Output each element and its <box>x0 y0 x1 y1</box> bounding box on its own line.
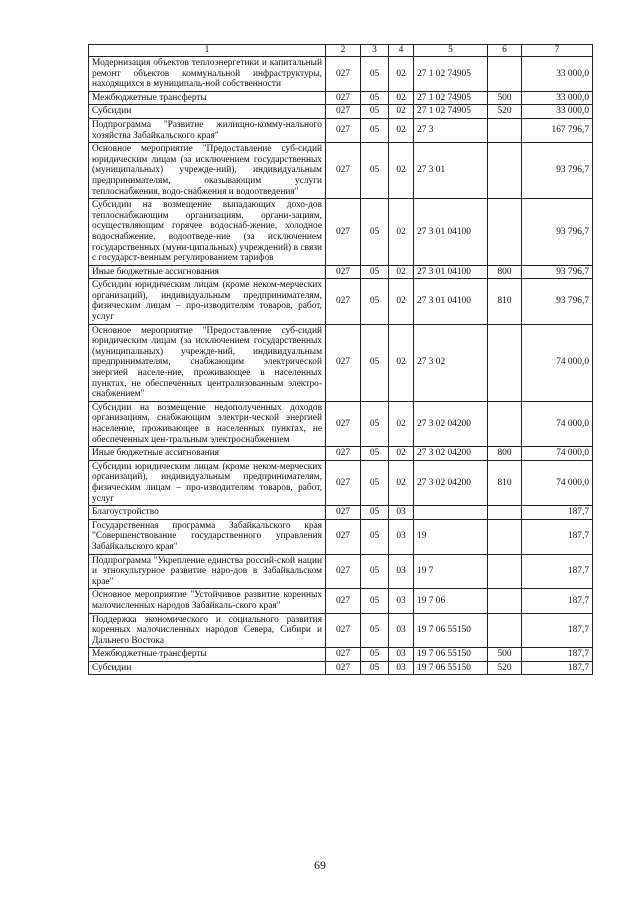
table-row <box>89 401 593 446</box>
row-subsection: 02 <box>389 118 414 142</box>
budget-table <box>88 44 593 675</box>
row-expense-type <box>488 589 522 613</box>
table-row <box>89 661 593 675</box>
row-target-article: 27 3 02 04200 <box>414 401 488 446</box>
table-row <box>89 589 593 613</box>
row-target-article: 19 7 06 <box>414 589 488 613</box>
row-amount: 33 000,0 <box>522 105 593 119</box>
row-section: 05 <box>361 324 389 401</box>
row-amount: 187,7 <box>522 519 593 554</box>
table-body <box>89 57 593 675</box>
row-admin-code: 027 <box>326 648 361 662</box>
row-admin-code: 027 <box>326 57 361 92</box>
row-target-article: 27 3 01 04100 <box>414 265 488 279</box>
row-name: Модернизация объектов теплоэнергетики и капитальный ремонт объектов коммунальной инфраструктуры, находящихся в муниципаль-ной собственности <box>89 57 326 92</box>
row-target-article: 27 3 01 04100 <box>414 279 488 324</box>
row-section: 05 <box>361 143 389 199</box>
row-subsection: 02 <box>389 460 414 505</box>
row-admin-code: 027 <box>326 143 361 199</box>
row-admin-code: 027 <box>326 554 361 589</box>
row-amount: 187,7 <box>522 589 593 613</box>
row-amount: 93 796,7 <box>522 199 593 266</box>
row-admin-code: 027 <box>326 519 361 554</box>
table-row <box>89 279 593 324</box>
row-name: Основное мероприятие "Предоставление суб-сидий юридическим лицам (за исключением государственных (муниципальных) учрежде-ний), индивидуальным предпринимателям, оказывающим услуги теплоснабжения, водо-снабжения и водоотведения" <box>89 143 326 199</box>
row-expense-type: 520 <box>488 661 522 675</box>
row-name: Межбюджетные трансферты <box>89 91 326 105</box>
row-target-article: 27 1 02 74905 <box>414 105 488 119</box>
col-header-6: 6 <box>488 45 522 57</box>
table-row <box>89 199 593 266</box>
row-amount: 187,7 <box>522 661 593 675</box>
row-section: 05 <box>361 506 389 520</box>
row-admin-code: 027 <box>326 105 361 119</box>
table-row <box>89 324 593 401</box>
row-subsection: 03 <box>389 661 414 675</box>
row-section: 05 <box>361 519 389 554</box>
table-row <box>89 613 593 648</box>
row-admin-code: 027 <box>326 401 361 446</box>
row-subsection: 03 <box>389 519 414 554</box>
row-amount: 187,7 <box>522 613 593 648</box>
row-subsection: 02 <box>389 265 414 279</box>
row-section: 05 <box>361 661 389 675</box>
row-subsection: 02 <box>389 91 414 105</box>
row-amount: 74 000,0 <box>522 324 593 401</box>
row-target-article: 27 3 02 <box>414 324 488 401</box>
row-section: 05 <box>361 401 389 446</box>
row-section: 05 <box>361 265 389 279</box>
row-expense-type <box>488 324 522 401</box>
row-target-article: 27 3 02 04200 <box>414 447 488 461</box>
col-header-1: 1 <box>89 45 326 57</box>
row-expense-type <box>488 401 522 446</box>
col-header-5: 5 <box>414 45 488 57</box>
row-name: Субсидии на возмещение недополученных доходов организациям, снабжающим электри-ческой энергией население, проживающее в населенных пунктах, не обеспеченных цен-тральным электроснабжением <box>89 401 326 446</box>
table-row <box>89 447 593 461</box>
col-header-3: 3 <box>361 45 389 57</box>
table-row <box>89 506 593 520</box>
row-subsection: 02 <box>389 105 414 119</box>
row-subsection: 03 <box>389 613 414 648</box>
row-admin-code: 027 <box>326 91 361 105</box>
row-expense-type <box>488 118 522 142</box>
row-section: 05 <box>361 447 389 461</box>
row-admin-code: 027 <box>326 279 361 324</box>
row-admin-code: 027 <box>326 199 361 266</box>
row-target-article <box>414 506 488 520</box>
row-section: 05 <box>361 118 389 142</box>
row-amount: 187,7 <box>522 648 593 662</box>
header-row <box>89 45 593 57</box>
row-name: Государственная программа Забайкальского края "Совершенствование государственного управления Забайкальского края" <box>89 519 326 554</box>
row-admin-code: 027 <box>326 118 361 142</box>
row-expense-type <box>488 519 522 554</box>
row-target-article: 19 7 06 55150 <box>414 648 488 662</box>
row-target-article: 19 <box>414 519 488 554</box>
row-expense-type: 800 <box>488 447 522 461</box>
row-subsection: 03 <box>389 554 414 589</box>
row-expense-type <box>488 199 522 266</box>
row-expense-type <box>488 613 522 648</box>
page-number: 69 <box>314 858 326 872</box>
table-row <box>89 519 593 554</box>
row-name: Иные бюджетные ассигнования <box>89 265 326 279</box>
row-amount: 74 000,0 <box>522 460 593 505</box>
row-subsection: 02 <box>389 447 414 461</box>
row-subsection: 02 <box>389 324 414 401</box>
row-subsection: 02 <box>389 279 414 324</box>
row-section: 05 <box>361 91 389 105</box>
row-name: Основное мероприятие "Устойчивое развитие коренных малочисленных народов Забайкаль-ского края" <box>89 589 326 613</box>
row-section: 05 <box>361 589 389 613</box>
row-subsection: 03 <box>389 589 414 613</box>
row-expense-type <box>488 143 522 199</box>
row-name: Подпрограмма "Укрепление единства россий-ской нации и этнокультурное развитие наро-дов в Забайкальском крае" <box>89 554 326 589</box>
row-name: Субсидии <box>89 661 326 675</box>
row-target-article: 27 3 01 04100 <box>414 199 488 266</box>
table-row <box>89 118 593 142</box>
row-name: Благоустройство <box>89 506 326 520</box>
row-target-article: 19 7 06 55150 <box>414 661 488 675</box>
col-header-7: 7 <box>522 45 593 57</box>
row-expense-type: 500 <box>488 648 522 662</box>
table-row <box>89 57 593 92</box>
row-name: Субсидии на возмещение выпадающих дохо-дов теплоснабжающим организациям, органи-зациям, осуществляющим горячее водоснаб-жение, холодное водоснабжение, водоотведе-ние (за исключением государственных (муни-ципальных) учреждений) в связи с государст-венным регулированием тарифов <box>89 199 326 266</box>
row-expense-type: 520 <box>488 105 522 119</box>
row-admin-code: 027 <box>326 460 361 505</box>
row-amount: 167 796,7 <box>522 118 593 142</box>
row-subsection: 03 <box>389 506 414 520</box>
row-target-article: 27 3 <box>414 118 488 142</box>
table-row <box>89 648 593 662</box>
row-name: Подпрограмма "Развитие жилищно-комму-нального хозяйства Забайкальского края" <box>89 118 326 142</box>
row-expense-type: 810 <box>488 279 522 324</box>
row-target-article: 19 7 <box>414 554 488 589</box>
table-row <box>89 554 593 589</box>
row-target-article: 27 3 01 <box>414 143 488 199</box>
row-section: 05 <box>361 199 389 266</box>
row-admin-code: 027 <box>326 589 361 613</box>
row-expense-type: 810 <box>488 460 522 505</box>
row-admin-code: 027 <box>326 661 361 675</box>
row-admin-code: 027 <box>326 265 361 279</box>
row-admin-code: 027 <box>326 447 361 461</box>
row-target-article: 27 1 02 74905 <box>414 57 488 92</box>
table-row <box>89 105 593 119</box>
row-subsection: 02 <box>389 57 414 92</box>
row-section: 05 <box>361 648 389 662</box>
row-expense-type: 500 <box>488 91 522 105</box>
row-subsection: 02 <box>389 143 414 199</box>
row-subsection: 02 <box>389 401 414 446</box>
row-amount: 33 000,0 <box>522 57 593 92</box>
row-amount: 187,7 <box>522 554 593 589</box>
row-expense-type: 800 <box>488 265 522 279</box>
col-header-4: 4 <box>389 45 414 57</box>
row-amount: 33 000,0 <box>522 91 593 105</box>
row-amount: 74 000,0 <box>522 401 593 446</box>
row-admin-code: 027 <box>326 506 361 520</box>
row-target-article: 27 1 02 74905 <box>414 91 488 105</box>
row-name: Иные бюджетные ассигнования <box>89 447 326 461</box>
row-section: 05 <box>361 57 389 92</box>
row-section: 05 <box>361 279 389 324</box>
row-name: Основное мероприятие "Предоставление суб-сидий юридическим лицам (за исключением государственных (муниципальных) учрежде-ний, индивидуальным предпринимателям, снабжающим электрической энергией населе-ние, проживающее в населенных пунктах, не обеспеченных централизованным электро-снабжением" <box>89 324 326 401</box>
row-name: Межбюджетные трансферты <box>89 648 326 662</box>
row-section: 05 <box>361 554 389 589</box>
table-row <box>89 91 593 105</box>
row-name: Субсидии <box>89 105 326 119</box>
table-row <box>89 265 593 279</box>
row-admin-code: 027 <box>326 324 361 401</box>
row-amount: 93 796,7 <box>522 143 593 199</box>
row-name: Субсидии юридическим лицам (кроме неком-мерческих организаций), индивидуальным предпринимателям, физическим лицам – про-изводителям товаров, работ, услуг <box>89 460 326 505</box>
row-name: Субсидии юридическим лицам (кроме неком-мерческих организаций), индивидуальным предпринимателям, физическим лицам – про-изводителям товаров, работ, услуг <box>89 279 326 324</box>
row-subsection: 02 <box>389 199 414 266</box>
row-subsection: 03 <box>389 648 414 662</box>
row-expense-type <box>488 57 522 92</box>
row-target-article: 27 3 02 04200 <box>414 460 488 505</box>
row-expense-type <box>488 506 522 520</box>
col-header-2: 2 <box>326 45 361 57</box>
row-section: 05 <box>361 105 389 119</box>
row-section: 05 <box>361 613 389 648</box>
table-row <box>89 143 593 199</box>
row-amount: 93 796,7 <box>522 279 593 324</box>
row-amount: 187,7 <box>522 506 593 520</box>
row-expense-type <box>488 554 522 589</box>
row-section: 05 <box>361 460 389 505</box>
row-amount: 74 000,0 <box>522 447 593 461</box>
row-amount: 93 796,7 <box>522 265 593 279</box>
row-admin-code: 027 <box>326 613 361 648</box>
row-name: Поддержка экономического и социального развития коренных малочисленных народов Севера, Сибири и Дальнего Востока <box>89 613 326 648</box>
row-target-article: 19 7 06 55150 <box>414 613 488 648</box>
table-row <box>89 460 593 505</box>
